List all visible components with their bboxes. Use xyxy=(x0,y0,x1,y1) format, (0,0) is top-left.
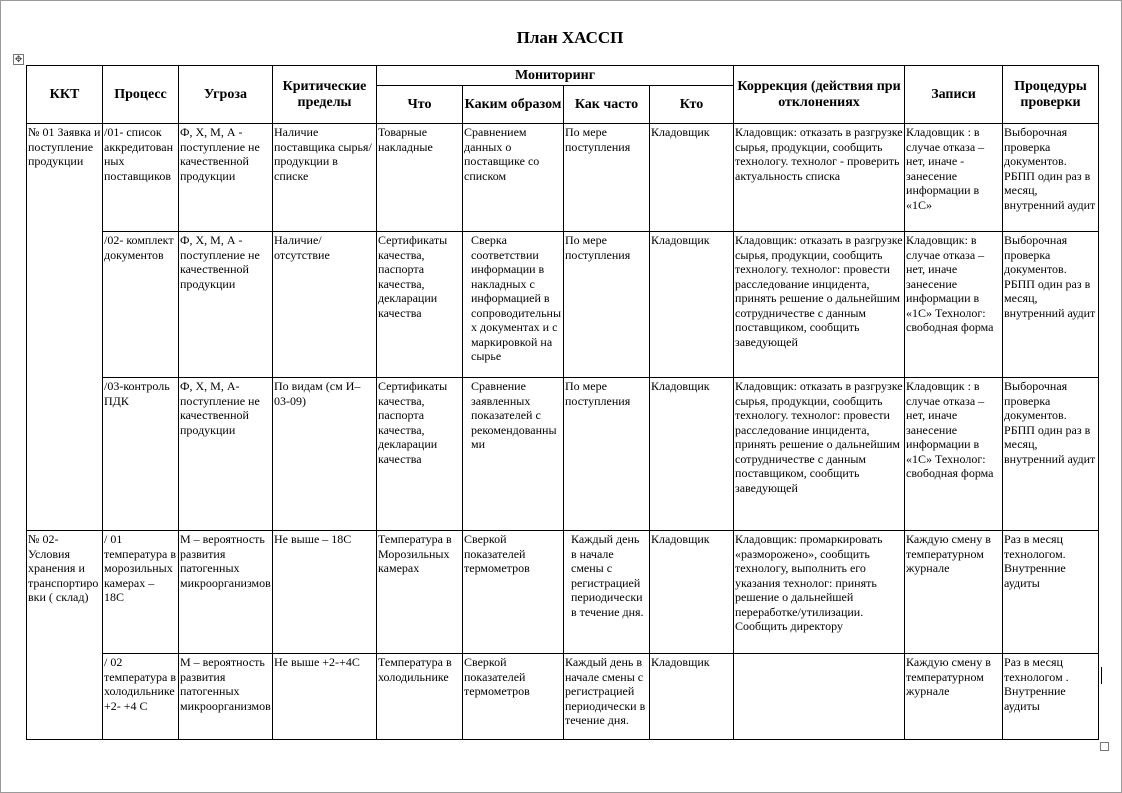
header-how-often: Как часто xyxy=(564,86,650,124)
correction-cell xyxy=(734,654,905,740)
often-cell: Каждый день в начале смены с регистрацией периодически в течение дня. xyxy=(564,654,650,740)
header-monitoring: Мониторинг xyxy=(377,66,734,86)
limits-cell: Не выше – 18С xyxy=(273,531,377,654)
how-cell: Сверкой показателей термометров xyxy=(463,531,564,654)
process-cell: /02- комплект документов xyxy=(103,232,179,378)
often-cell: Каждый день в начале смены с регистрацией периодически в течение дня. xyxy=(564,531,650,654)
ccp-cell: № 02- Условия хранения и транспортировки ( склад) xyxy=(27,531,103,740)
table-row xyxy=(27,654,1099,740)
table-row xyxy=(27,378,1099,531)
header-records: Записи xyxy=(905,66,1003,124)
what-cell: Температура в Морозильных камерах xyxy=(377,531,463,654)
verification-cell: Выборочная проверка документов. РБПП один раз в месяц, внутренний аудит xyxy=(1003,232,1099,378)
document-title: План ХАССП xyxy=(516,28,624,47)
header-ccp: ККТ xyxy=(27,66,103,124)
who-cell: Кладовщик xyxy=(650,232,734,378)
header-hazard: Угроза xyxy=(179,66,273,124)
header-critical-limits: Критические пределы xyxy=(273,66,377,124)
records-cell: Кладовщик : в случае отказа – нет, иначе - занесение информации в «1С» xyxy=(905,124,1003,232)
header-who: Кто xyxy=(650,86,734,124)
often-cell: По мере поступления xyxy=(564,232,650,378)
header-correction: Коррекция (действия при отклонениях xyxy=(734,66,905,124)
how-cell: Сравнением данных о поставщике со списком xyxy=(463,124,564,232)
process-cell: / 01 температура в морозильных камерах – 18С xyxy=(103,531,179,654)
limits-cell: Наличие/отсутствие xyxy=(273,232,377,378)
who-cell: Кладовщик xyxy=(650,124,734,232)
records-cell: Каждую смену в температурном журнале xyxy=(905,531,1003,654)
what-cell: Температура в холодильнике xyxy=(377,654,463,740)
header-verification: Процедуры проверки xyxy=(1003,66,1099,124)
hazard-cell: Ф, Х, М, А - поступление не качественной продукции xyxy=(179,124,273,232)
hazard-cell: М – вероятность развития патогенных микроорганизмов xyxy=(179,654,273,740)
text-cursor xyxy=(1101,667,1102,684)
header-what: Что xyxy=(377,86,463,124)
verification-cell: Выборочная проверка документов. РБПП один раз в месяц, внутренний аудит xyxy=(1003,378,1099,531)
ccp-cell: № 01 Заявка и поступление продукции xyxy=(27,124,103,531)
process-cell: / 02 температура в холодильнике +2- +4 С xyxy=(103,654,179,740)
records-cell: Кладовщик: в случае отказа – нет, иначе занесение информации в «1С» Технолог: свободная форма xyxy=(905,232,1003,378)
limits-cell: По видам (см И–03-09) xyxy=(273,378,377,531)
header-process: Процесс xyxy=(103,66,179,124)
hazard-cell: Ф, Х, М, А- поступление не качественной продукции xyxy=(179,378,273,531)
hazard-cell: Ф, Х, М, А - поступление не качественной продукции xyxy=(179,232,273,378)
table-row xyxy=(27,232,1099,378)
how-cell: Сверкой показателей термометров xyxy=(463,654,564,740)
correction-cell: Кладовщик: отказать в разгрузке сырья, продукции, сообщить технологу. технолог - проверить актуальность списка xyxy=(734,124,905,232)
often-cell: По мере поступления xyxy=(564,124,650,232)
what-cell: Товарные накладные xyxy=(377,124,463,232)
header-how: Каким образом xyxy=(463,86,564,124)
verification-cell: Раз в месяц технологом. Внутренние аудиты xyxy=(1003,531,1099,654)
records-cell: Кладовщик : в случае отказа – нет, иначе занесение информации в «1С» Технолог: свободная форма xyxy=(905,378,1003,531)
records-cell: Каждую смену в температурном журнале xyxy=(905,654,1003,740)
who-cell: Кладовщик xyxy=(650,378,734,531)
process-cell: /03-контроль ПДК xyxy=(103,378,179,531)
who-cell: Кладовщик xyxy=(650,654,734,740)
table-row xyxy=(27,531,1099,654)
table-move-handle-icon[interactable]: ✥ xyxy=(14,54,23,64)
process-cell: /01- список аккредитованных поставщиков xyxy=(103,124,179,232)
hazard-cell: М – вероятность развития патогенных микроорганизмов xyxy=(179,531,273,654)
verification-cell: Раз в месяц технологом . Внутренние аудиты xyxy=(1003,654,1099,740)
who-cell: Кладовщик xyxy=(650,531,734,654)
limits-cell: Наличие поставщика сырья/продукции в списке xyxy=(273,124,377,232)
table-resize-handle[interactable] xyxy=(1100,742,1109,751)
correction-cell: Кладовщик: промаркировать «разморожено», сообщить технологу, выполнить его указания технолог: принять решение о дальнейшей переработке/утилизации. Сообщить директору xyxy=(734,531,905,654)
haccp-plan-table xyxy=(26,65,1099,740)
verification-cell: Выборочная проверка документов. РБПП один раз в месяц, внутренний аудит xyxy=(1003,124,1099,232)
often-cell: По мере поступления xyxy=(564,378,650,531)
correction-cell: Кладовщик: отказать в разгрузке сырья, продукции, сообщить технологу. технолог: провести расследование инцидента, принять решение о дальнейшим сотрудничестве с данным поставщиком, сообщить заведующей xyxy=(734,378,905,531)
limits-cell: Не выше +2-+4С xyxy=(273,654,377,740)
table-row xyxy=(27,124,1099,232)
how-cell: Сверка соответствии информации в накладных с информацией в сопроводительных документах и с маркировкой на сырье xyxy=(463,232,564,378)
what-cell: Сертификаты качества, паспорта качества, декларации качества xyxy=(377,378,463,531)
what-cell: Сертификаты качества, паспорта качества, декларации качества xyxy=(377,232,463,378)
correction-cell: Кладовщик: отказать в разгрузке сырья, продукции, сообщить технологу. технолог: провести расследование инцидента, принять решение о дальнейшим сотрудничестве с данным поставщиком, сообщить заведующей xyxy=(734,232,905,378)
how-cell: Сравнение заявленных показателей с рекомендованными xyxy=(463,378,564,531)
